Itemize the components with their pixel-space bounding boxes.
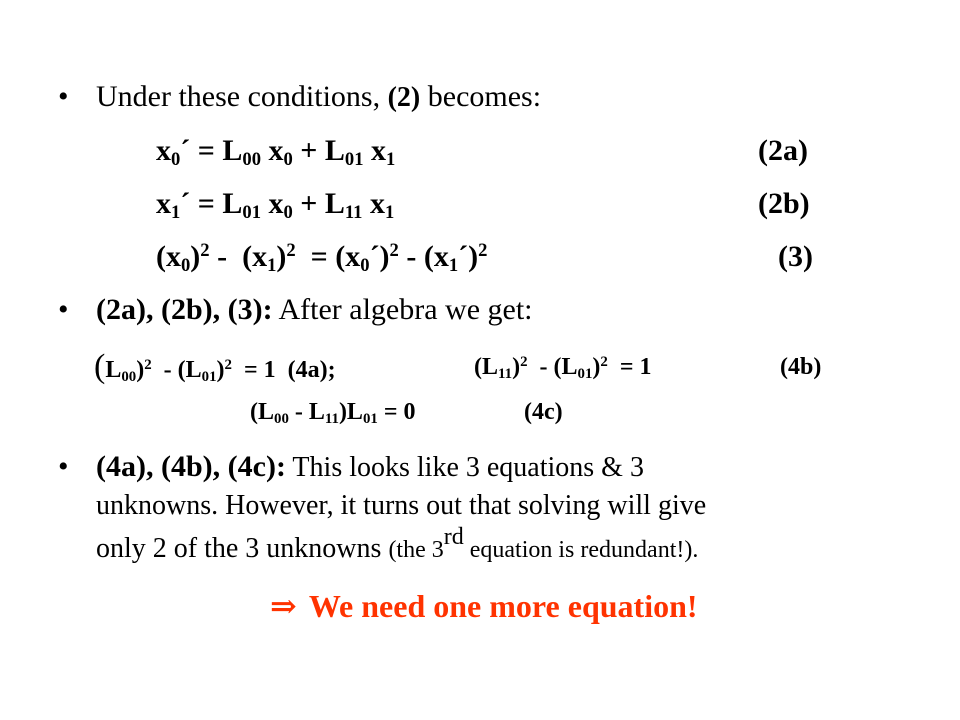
equation-4b: $(L_{11})^2 - (L_{01})^2 = 1$: [474, 353, 652, 383]
equation-4b-label: (4b): [780, 354, 822, 380]
bullet-3-line-1: (4a), (4b), (4c): This looks like 3 equations & 3: [96, 450, 644, 483]
equation-3-label: (3): [778, 240, 813, 273]
equation-3: $(x_0)^2 - (x_1)^2$ = $(x_0´)^2$ - $(x_1´)^2$: [156, 239, 488, 277]
equation-2a: $x_0´ = L_{00}$ $x_0 + L_{01}$ $x_1$: [156, 134, 396, 171]
bullet-marker: •: [58, 450, 69, 483]
implies-arrow-icon: ⇒: [270, 588, 297, 624]
bullet-2-text: (2a), (2b), (3): After algebra we get:: [96, 293, 533, 326]
bullet-marker: •: [58, 80, 69, 113]
bullet-3-line-3: only 2 of the 3 unknowns (the 3rd equation is redundant!).: [96, 523, 699, 564]
equation-2a-label: (2a): [758, 134, 808, 167]
equation-4c: $(L_{00} - L_{11})L_{01} = 0$: [250, 399, 416, 428]
equation-2b: $x_1´ = L_{01}$ $x_0 + L_{11}$ $x_1$: [156, 187, 395, 224]
equation-4c-label: (4c): [524, 399, 563, 425]
conclusion-statement: ⇒ We need one more equation!: [270, 588, 698, 624]
bullet-3-line-2: unknowns. However, it turns out that solving will give: [96, 490, 707, 521]
equation-2b-label: (2b): [758, 187, 810, 220]
equation-4a: $(L_{00})^2 - (L_{01})^2 = 1$ (4a);: [94, 348, 336, 386]
bullet-marker: •: [58, 293, 69, 326]
bullet-1-text: Under these conditions, (2) becomes:: [96, 80, 542, 113]
